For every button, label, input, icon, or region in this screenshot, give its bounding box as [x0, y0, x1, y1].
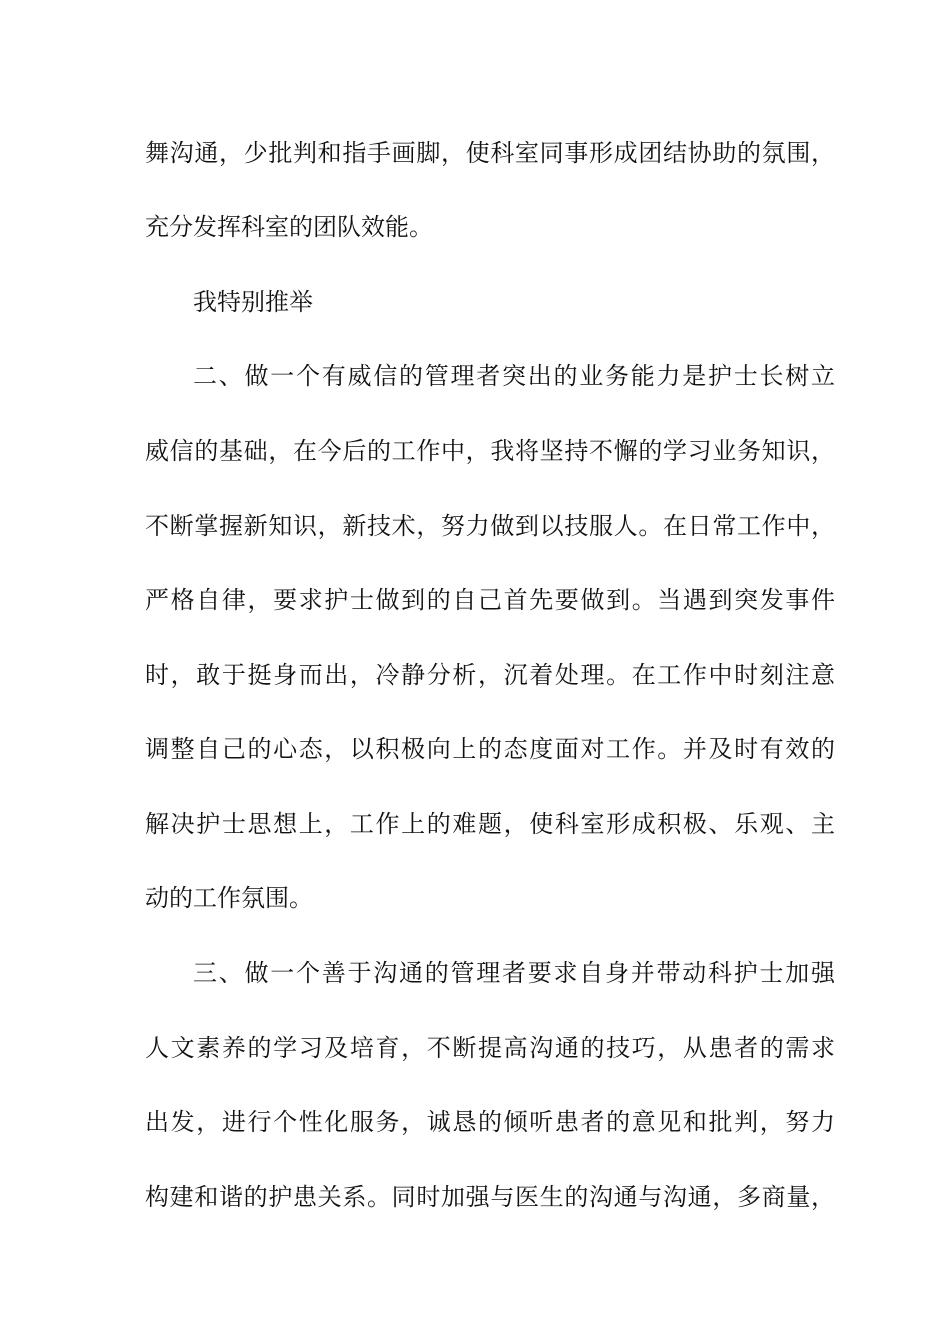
text-line: 三、做一个善于沟通的管理者要求自身并带动科护士加强 — [193, 959, 835, 987]
text-line: 充分发挥科室的团队效能。 — [145, 213, 433, 241]
text-line: 二、做一个有威信的管理者突出的业务能力是护士长树立 — [193, 362, 835, 390]
text-line: 解决护士思想上，工作上的难题，使科室形成积极、乐观、主 — [145, 810, 835, 838]
text-line: 调整自己的心态，以积极向上的态度面对工作。并及时有效的 — [145, 735, 835, 763]
text-line: 严格自律，要求护士做到的自己首先要做到。当遇到突发事件 — [145, 586, 835, 614]
text-line: 时，敢于挺身而出，冷静分析，沉着处理。在工作中时刻注意 — [145, 661, 835, 689]
text-line: 舞沟通，少批判和指手画脚，使科室同事形成团结协助的氛围， — [145, 139, 835, 167]
text-line: 动的工作氛围。 — [145, 884, 313, 912]
text-line: 威信的基础，在今后的工作中，我将坚持不懈的学习业务知识， — [145, 437, 835, 465]
text-line: 构建和谐的护患关系。同时加强与医生的沟通与沟通，多商量， — [145, 1183, 835, 1211]
text-line: 不断掌握新知识，新技术，努力做到以技服人。在日常工作中， — [145, 512, 835, 540]
text-line: 出发，进行个性化服务，诚恳的倾听患者的意见和批判，努力 — [145, 1108, 835, 1136]
text-line: 我特别推举 — [193, 288, 313, 316]
text-line: 人文素养的学习及培育，不断提高沟通的技巧，从患者的需求 — [145, 1034, 835, 1062]
